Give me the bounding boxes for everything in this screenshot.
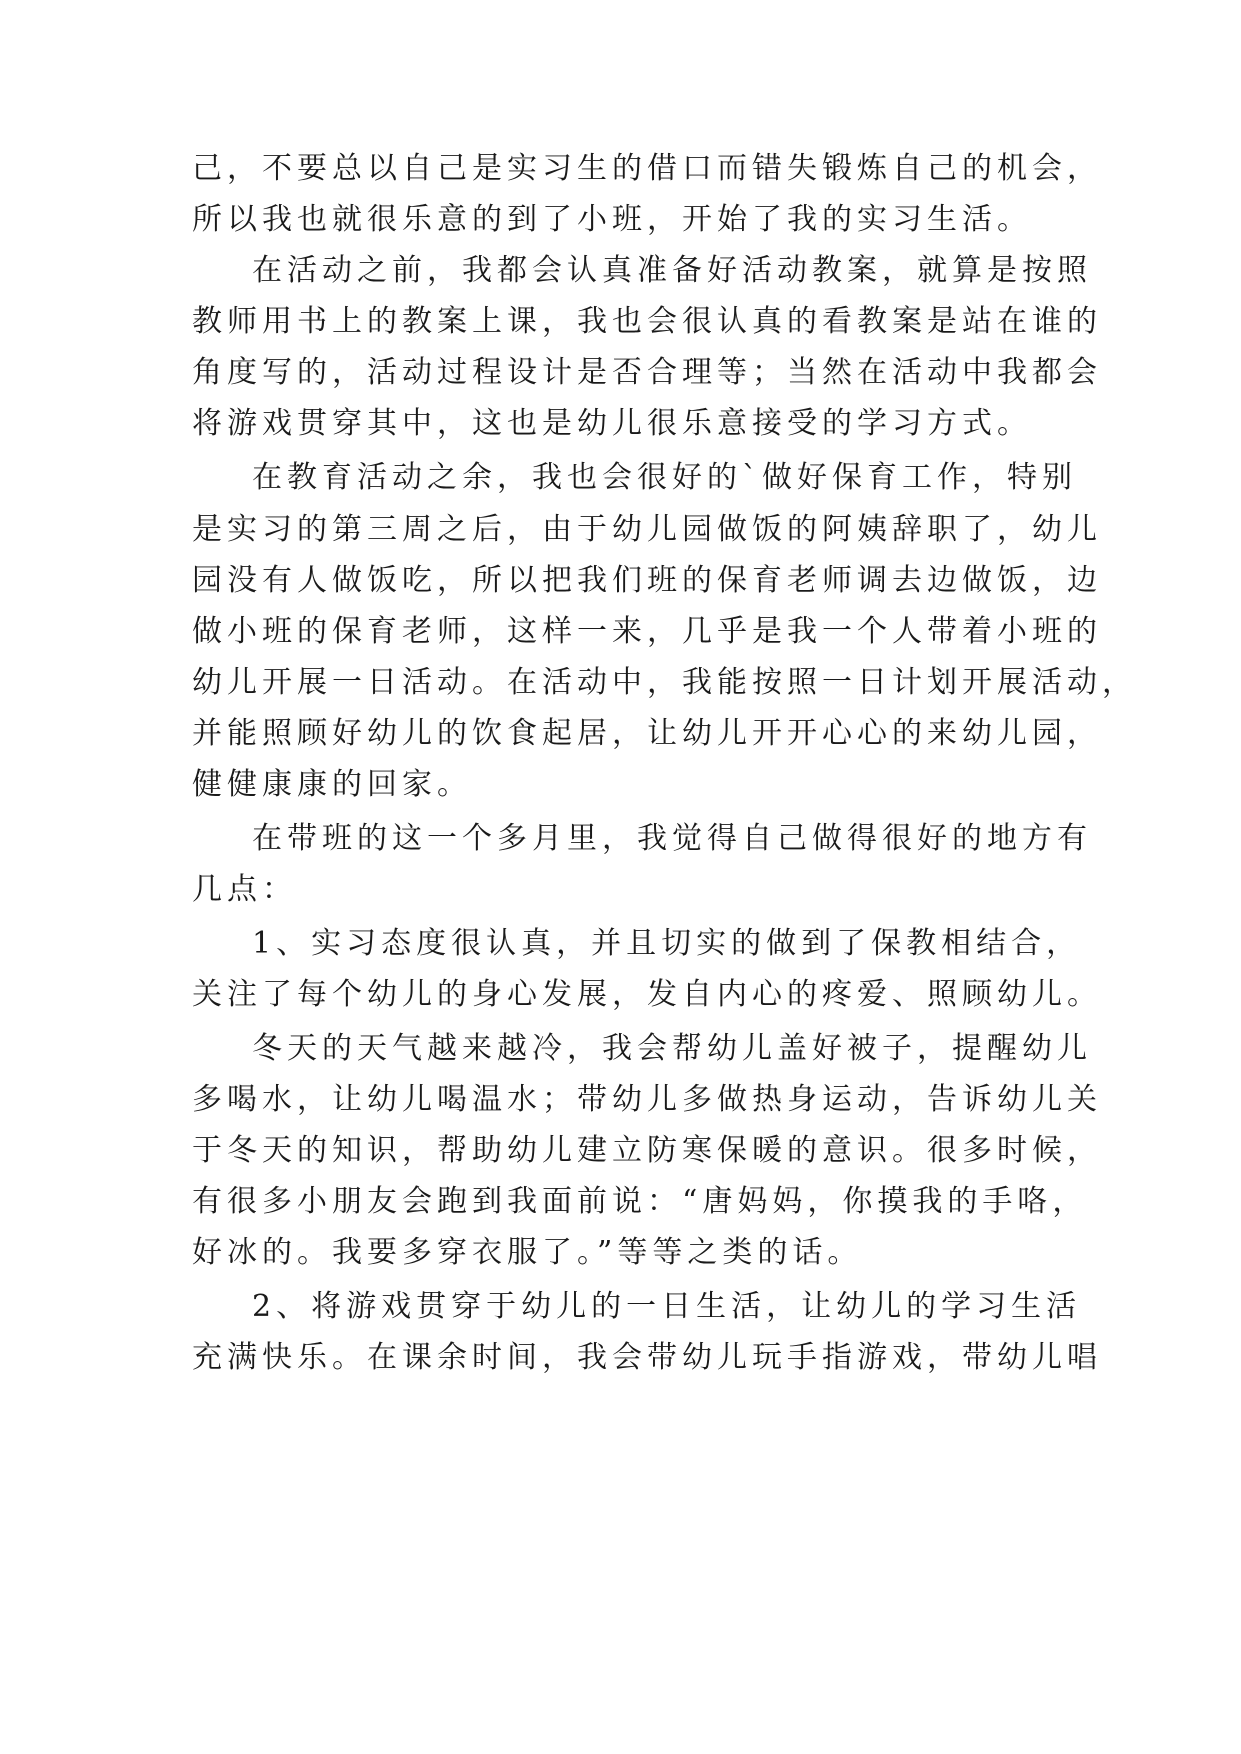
text-line: 多喝水，让幼儿喝温水；带幼儿多做热身运动，告诉幼儿关	[192, 1082, 1102, 1117]
paragraph-start-line: 在带班的这一个多月里，我觉得自己做得很好的地方有	[252, 821, 1092, 856]
paragraph-start-line: 1、实习态度很认真，并且切实的做到了保教相结合，	[252, 926, 1082, 961]
text-line: 充满快乐。在课余时间，我会带幼儿玩手指游戏，带幼儿唱	[192, 1340, 1102, 1375]
text-line: 关注了每个幼儿的身心发展，发自内心的疼爱、照顾幼儿。	[192, 977, 1102, 1012]
text-line: 所以我也就很乐意的到了小班，开始了我的实习生活。	[192, 202, 1032, 237]
paragraph-start-line: 2、将游戏贯穿于幼儿的一日生活，让幼儿的学习生活	[252, 1289, 1082, 1324]
text-line: 己，不要总以自己是实习生的借口而错失锻炼自己的机会，	[192, 151, 1102, 186]
text-line: 教师用书上的教案上课，我也会很认真的看教案是站在谁的	[192, 304, 1102, 339]
text-line: 园没有人做饭吃，所以把我们班的保育老师调去边做饭，边	[192, 563, 1102, 598]
text-line: 是实习的第三周之后，由于幼儿园做饭的阿姨辞职了，幼儿	[192, 512, 1102, 547]
text-line: 做小班的保育老师，这样一来，几乎是我一个人带着小班的	[192, 614, 1102, 649]
text-line: 并能照顾好幼儿的饮食起居，让幼儿开开心心的来幼儿园，	[192, 716, 1102, 751]
text-line: 于冬天的知识，帮助幼儿建立防寒保暖的意识。很多时候，	[192, 1133, 1102, 1168]
text-line: 好冰的。我要多穿衣服了。”等等之类的话。	[192, 1235, 863, 1270]
text-line: 几点：	[192, 872, 297, 907]
text-line: 将游戏贯穿其中，这也是幼儿很乐意接受的学习方式。	[192, 406, 1032, 441]
paragraph-start-line: 冬天的天气越来越冷，我会帮幼儿盖好被子，提醒幼儿	[252, 1031, 1092, 1066]
text-line: 角度写的，活动过程设计是否合理等；当然在活动中我都会	[192, 355, 1102, 390]
paragraph-start-line: 在活动之前，我都会认真准备好活动教案，就算是按照	[252, 253, 1092, 288]
text-line: 有很多小朋友会跑到我面前说：“唐妈妈，你摸我的手咯，	[192, 1184, 1088, 1219]
paragraph-start-line: 在教育活动之余，我也会很好的`做好保育工作，特别	[252, 460, 1077, 495]
text-line: 健健康康的回家。	[192, 767, 472, 802]
text-line: 幼儿开展一日活动。在活动中，我能按照一日计划开展活动，	[192, 665, 1137, 700]
